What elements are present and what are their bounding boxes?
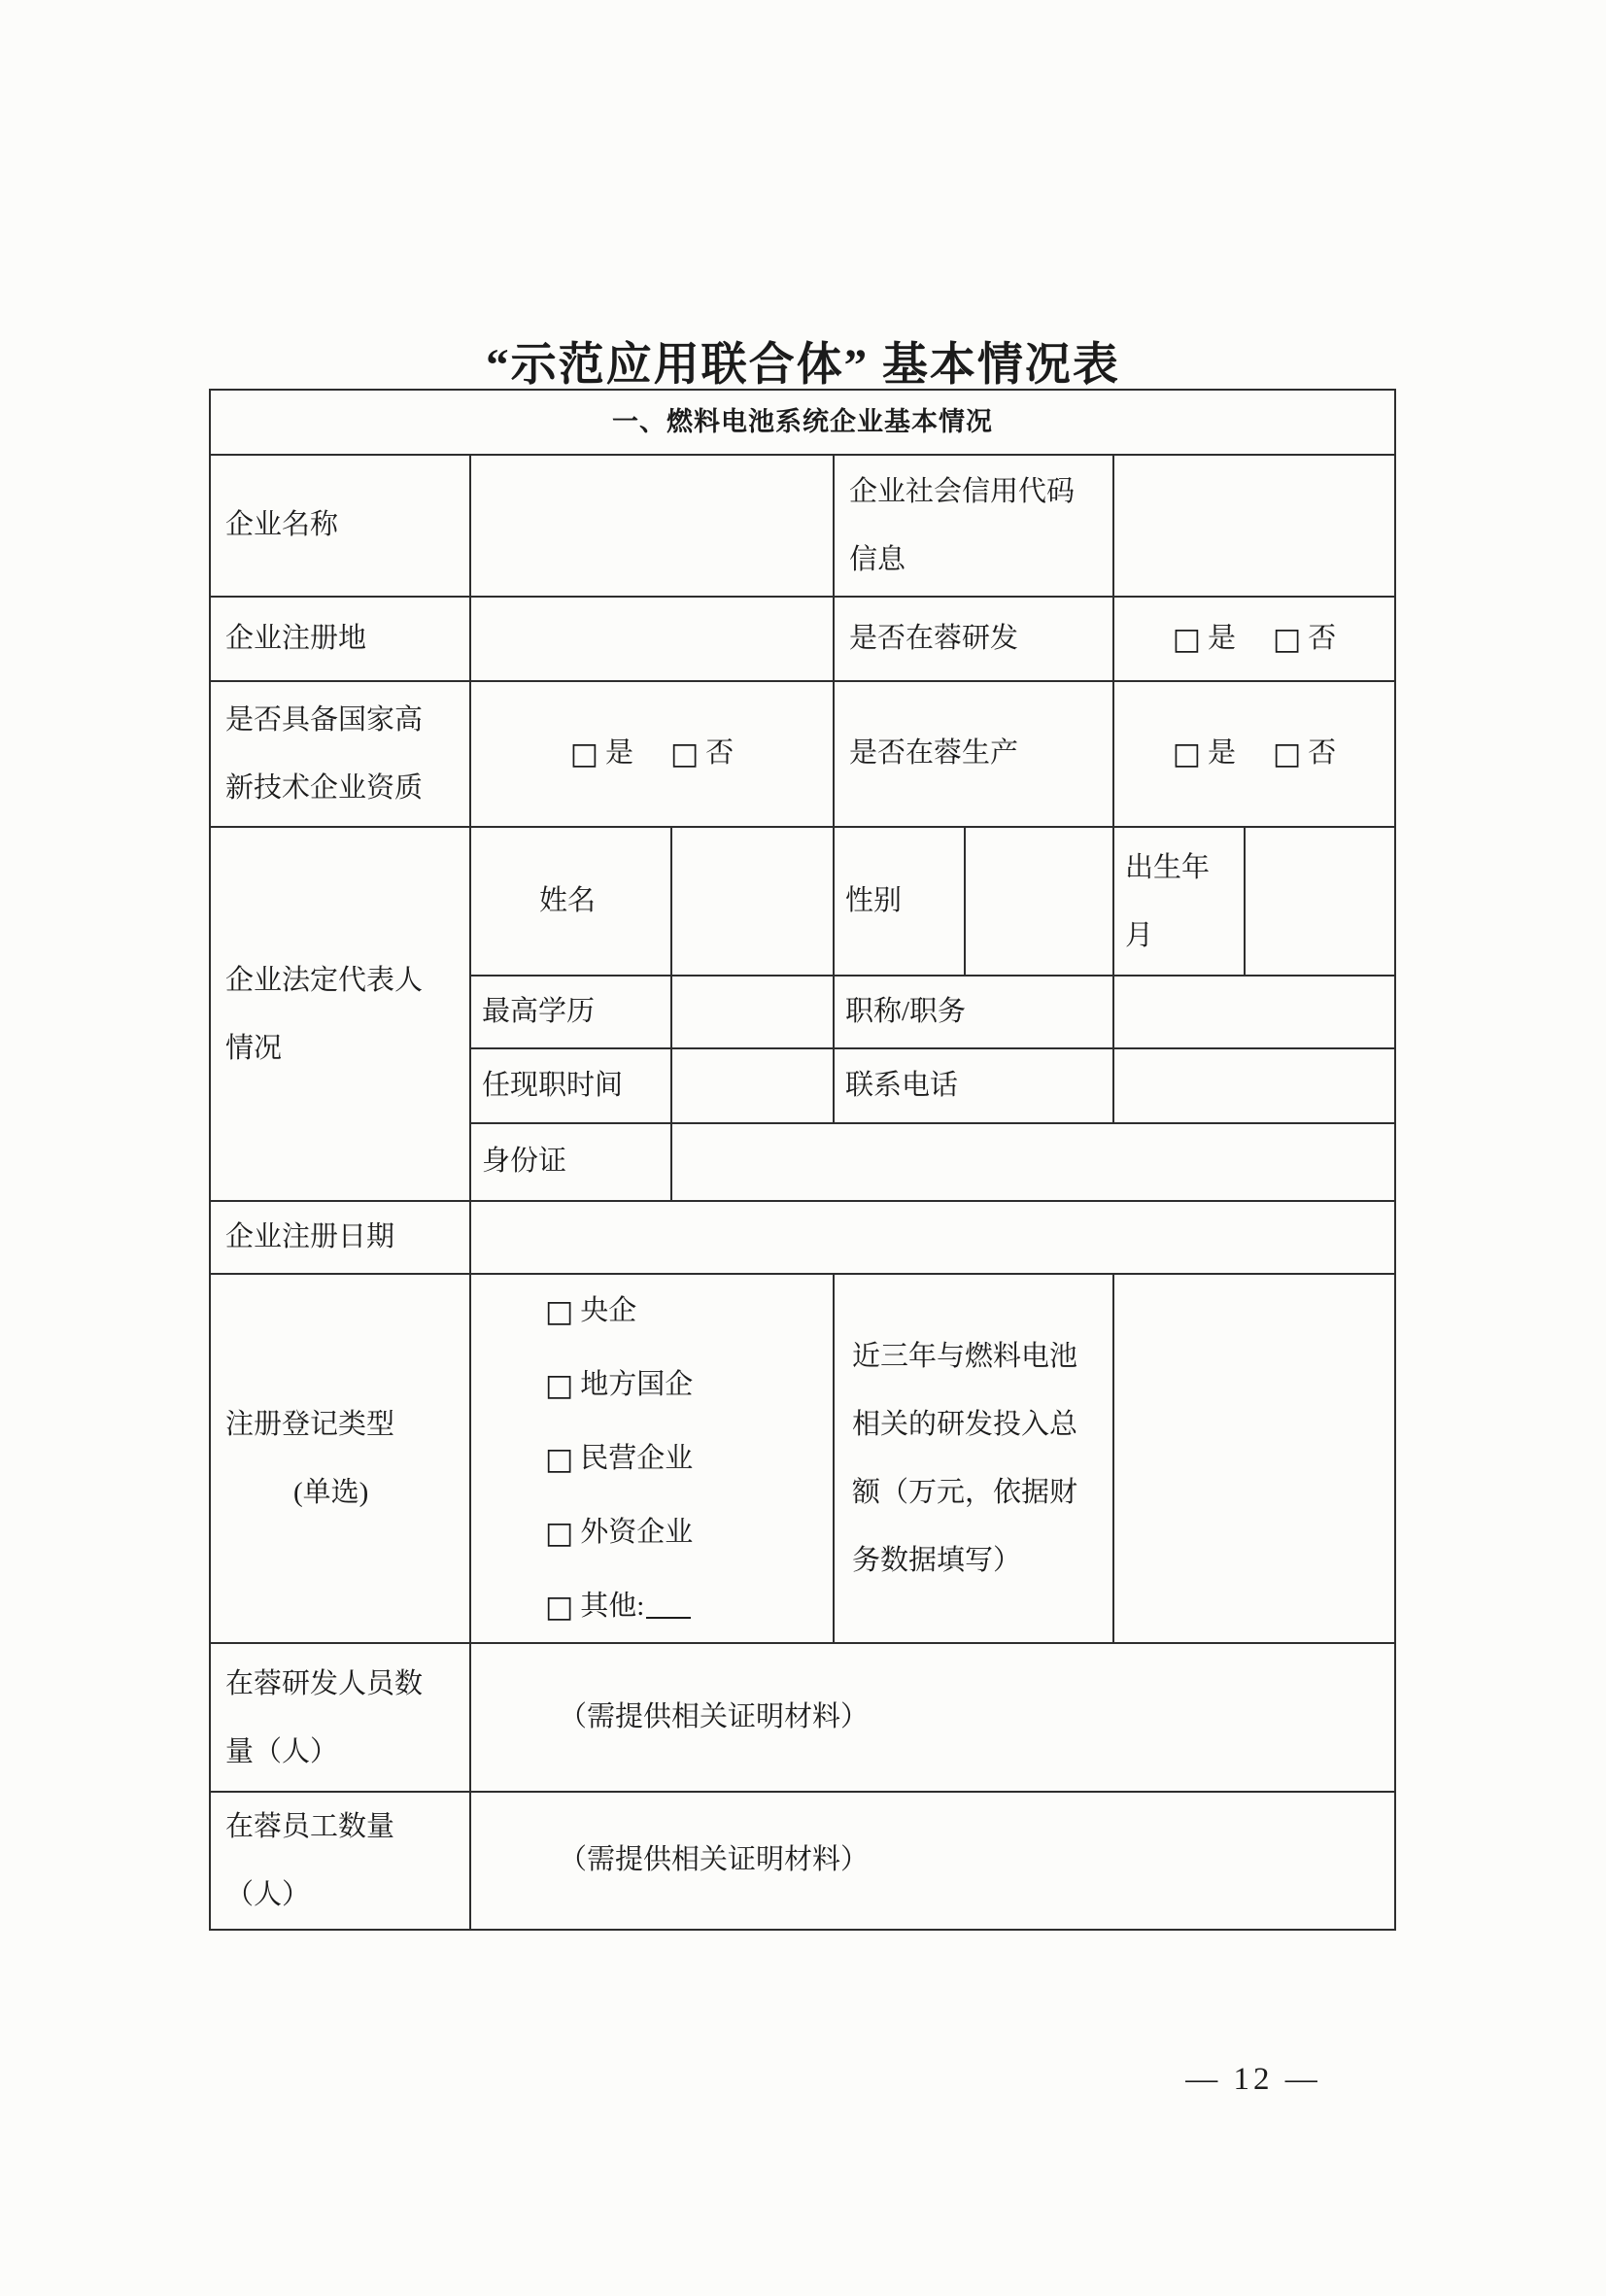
reg-location-label: 企业注册地 — [211, 598, 471, 682]
rep-id-input[interactable] — [672, 1124, 1396, 1202]
reg-location-input[interactable] — [471, 598, 835, 682]
evidence-note: （需提供相关证明材料） — [559, 1700, 870, 1732]
checkbox-icon[interactable]: □ — [545, 1293, 574, 1329]
yes-label: 是 — [1207, 622, 1236, 654]
reg-type-option: □ 央企 — [545, 1293, 637, 1329]
rep-title-input[interactable] — [1114, 977, 1396, 1049]
rd-staff-label: 在蓉研发人员数 量（人） — [211, 1644, 471, 1793]
no-label: 否 — [1308, 622, 1337, 654]
prod-in-rong-choice — [1114, 682, 1396, 828]
prod-in-rong-label: 是否在蓉生产 — [835, 682, 1114, 828]
page-number: — 12 — — [1185, 2062, 1321, 2097]
rep-phone-input[interactable] — [1114, 1049, 1396, 1124]
checkbox-icon[interactable]: □ — [1273, 737, 1302, 772]
reg-type-options — [471, 1275, 835, 1644]
checkbox-icon[interactable]: □ — [569, 737, 598, 772]
rep-birth-input[interactable] — [1246, 828, 1396, 977]
hightech-label: 是否具备国家高 新技术企业资质 — [211, 682, 471, 828]
employees-input[interactable] — [471, 1793, 1396, 1931]
rep-birth-label: 出生年 月 — [1114, 828, 1246, 977]
yes-label: 是 — [604, 737, 633, 770]
hightech-choice — [471, 682, 835, 828]
checkbox-icon[interactable]: □ — [1172, 737, 1201, 772]
rd-investment-input[interactable] — [1114, 1275, 1396, 1644]
reg-type-option: □ 地方国企 — [545, 1367, 694, 1403]
rep-tenure-label: 任现职时间 — [471, 1049, 672, 1124]
company-name-input[interactable] — [471, 456, 835, 598]
no-label: 否 — [1308, 737, 1337, 770]
checkbox-icon[interactable]: □ — [545, 1589, 574, 1625]
reg-type-option: □ 外资企业 — [545, 1515, 694, 1551]
rep-phone-label: 联系电话 — [835, 1049, 1114, 1124]
rep-education-input[interactable] — [672, 977, 835, 1049]
yes-label: 是 — [1207, 737, 1236, 770]
rep-id-label: 身份证 — [471, 1124, 672, 1202]
checkbox-icon[interactable]: □ — [670, 737, 700, 772]
reg-date-label: 企业注册日期 — [211, 1202, 471, 1275]
credit-code-input[interactable] — [1114, 456, 1396, 598]
checkbox-icon[interactable]: □ — [1273, 621, 1302, 657]
employees-label: 在蓉员工数量 （人） — [211, 1793, 471, 1931]
page-title: “示范应用联合体” 基本情况表 — [486, 340, 1120, 391]
checkbox-icon[interactable]: □ — [545, 1367, 574, 1403]
rep-title-label: 职称/职务 — [835, 977, 1114, 1049]
reg-type-label: 注册登记类型 (单选) — [211, 1275, 471, 1644]
section-header: 一、燃料电池系统企业基本情况 — [211, 391, 1396, 456]
rd-staff-input[interactable] — [471, 1644, 1396, 1793]
checkbox-icon[interactable]: □ — [545, 1441, 574, 1477]
rep-tenure-input[interactable] — [672, 1049, 835, 1124]
rep-gender-label: 性别 — [835, 828, 966, 977]
rep-education-label: 最高学历 — [471, 977, 672, 1049]
rd-in-rong-label: 是否在蓉研发 — [835, 598, 1114, 682]
checkbox-icon[interactable]: □ — [545, 1515, 574, 1551]
rep-gender-input[interactable] — [966, 828, 1114, 977]
rd-investment-label: 近三年与燃料电池 相关的研发投入总 额（万元，依据财 务数据填写） — [835, 1275, 1114, 1644]
basic-info-table — [209, 389, 1396, 1931]
credit-code-label: 企业社会信用代码 信息 — [835, 456, 1114, 598]
evidence-note: （需提供相关证明材料） — [559, 1844, 870, 1876]
reg-date-input[interactable] — [471, 1202, 1396, 1275]
rep-name-label: 姓名 — [471, 828, 672, 977]
rep-name-input[interactable] — [672, 828, 835, 977]
company-name-label: 企业名称 — [211, 456, 471, 598]
legal-rep-group-label: 企业法定代表人 情况 — [211, 828, 471, 1202]
other-fill-line[interactable] — [646, 1617, 691, 1619]
reg-type-option: □ 民营企业 — [545, 1441, 694, 1477]
no-label: 否 — [705, 737, 735, 770]
checkbox-icon[interactable]: □ — [1172, 621, 1201, 657]
reg-type-option-other: □ 其他: — [545, 1569, 691, 1643]
rd-in-rong-choice — [1114, 598, 1396, 682]
